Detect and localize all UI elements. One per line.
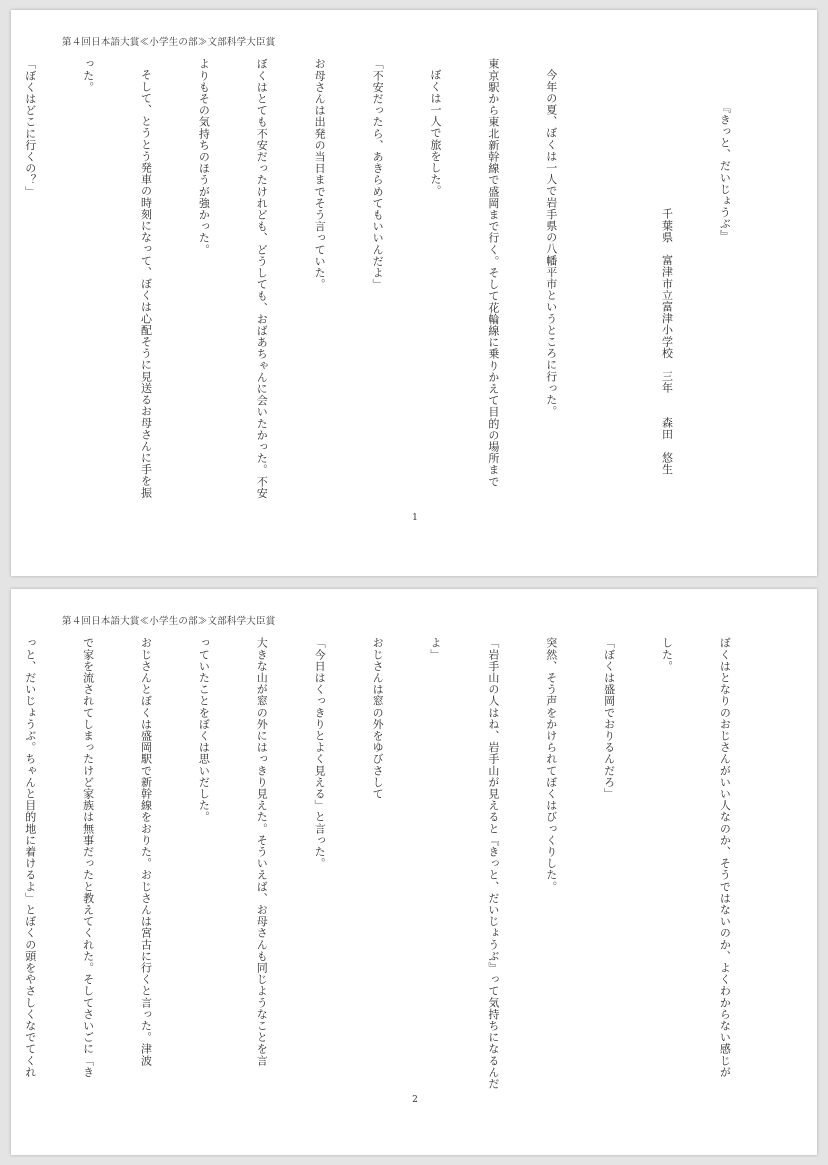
text-line: った。	[81, 58, 95, 93]
text-line: ぼくはとても不安だったけれども、どうしても、おばあちゃんに会いたかった。不安	[255, 58, 269, 499]
text-line: 「ぼくはどこに行くの？」	[23, 58, 37, 198]
essay-body	[23, 637, 773, 1090]
page-header: 第４回日本語大賞≪小学生の部≫文部科学大臣賞	[62, 37, 276, 48]
text-line: 「ぼくは盛岡でおりるんだろ」	[602, 637, 616, 800]
essay-title: 『きっと、だいじょうぶ』	[718, 102, 732, 242]
text-line: おじさんとぼくは盛岡駅で新幹線をおりた。おじさんは宮古に行くと言った。津波	[139, 637, 153, 1067]
text-line: で家を流されてしまったけど家族は無事だったと教えてくれた。そしてさいごに「き	[81, 637, 95, 1078]
text-line: ぼくはとなりのおじさんがいい人なのか、そうではないのか、よくわからない感じが	[718, 637, 732, 1078]
text-line: 大きな山が窓の外にはっきり見えた。そういえば、お母さんも同じようなことを言	[255, 637, 269, 1067]
text-line: 突然、そう声をかけられてぼくはびっくりした。	[544, 637, 558, 893]
author-byline: 千葉県 富津市立富津小学校 三年 森田 悠生	[660, 208, 674, 475]
text-line: お母さんは出発の当日までそう言っていた。	[313, 58, 327, 290]
text-line: 「今日はくっきりとよく見える」と言った。	[313, 637, 327, 869]
text-line: そして、とうとう発車の時刻になって、ぼくは心配そうに見送るお母さんに手を振	[139, 69, 153, 499]
text-line: っていたことをぼくは思いだした。	[197, 637, 211, 823]
text-line: 「不安だったら、あきらめてもいいんだよ」	[371, 58, 385, 290]
text-line: 東京駅から東北新幹線で盛岡まで行く。そして花輪線に乗りかえて目的の場所まで	[486, 58, 500, 488]
text-line: よりもその気持ちのほうが強かった。	[197, 58, 211, 256]
page-header: 第４回日本語大賞≪小学生の部≫文部科学大臣賞	[62, 616, 276, 627]
text-line: ぼくは一人で旅をした。	[428, 69, 442, 197]
page-number: 2	[412, 1095, 418, 1105]
text-line: した。	[660, 637, 674, 672]
document-page-2	[11, 589, 817, 1155]
text-line: おじさんは窓の外をゆびさして	[371, 637, 385, 800]
page-number: 1	[412, 513, 418, 523]
text-line: っと、だいじょうぶ。ちゃんと目的地に着けるよ」とぼくの頭をやさしくなでてくれ	[23, 637, 37, 1078]
text-line: 今年の夏、ぼくは一人で岩手県の八幡平市というところに行った。	[544, 69, 558, 417]
text-line: 「岩手山の人はね、岩手山が見えると『きっと、だいじょうぶ』って気持ちになるんだ	[486, 637, 500, 1090]
document-page-1	[11, 10, 817, 576]
essay-body	[23, 58, 773, 499]
text-line: よ」	[428, 637, 442, 661]
